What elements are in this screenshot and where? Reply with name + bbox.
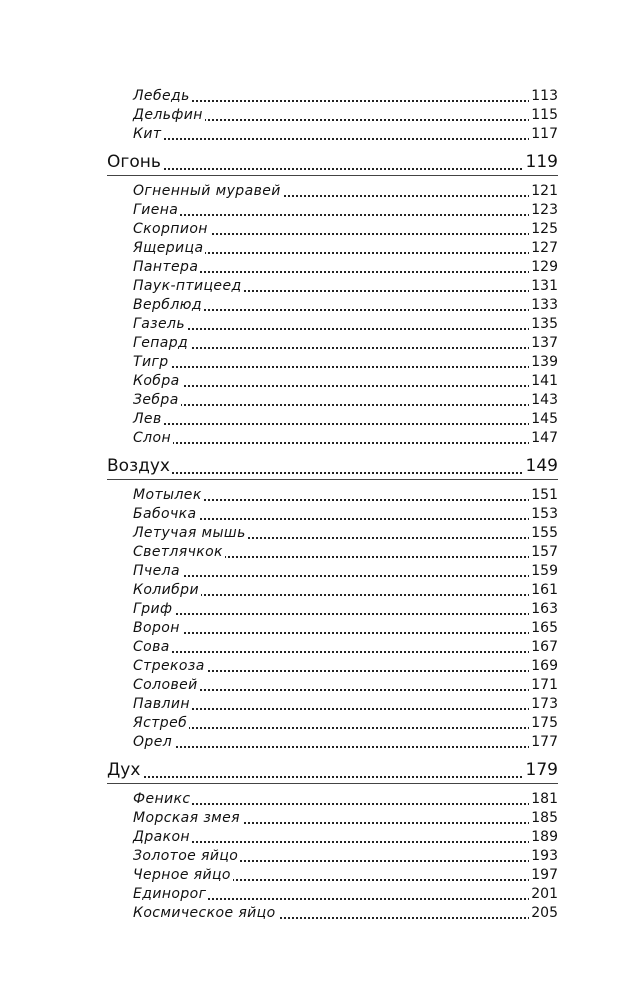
- toc-entry: [0, 903, 626, 923]
- toc-entry: [0, 504, 626, 524]
- section-divider: [107, 175, 558, 176]
- page-number: 169: [531, 658, 558, 674]
- page-number: 197: [531, 867, 558, 883]
- toc-entry: [0, 181, 626, 201]
- entry-title: Гиена: [133, 202, 179, 218]
- page-number: 175: [531, 715, 558, 731]
- entry-title: Лев: [133, 411, 162, 427]
- page-number: 163: [531, 601, 558, 617]
- page-number: 121: [531, 183, 558, 199]
- toc-entry: [0, 200, 626, 220]
- page-number: 113: [531, 88, 558, 104]
- dot-leader: [133, 347, 546, 349]
- entry-title: Пчела: [133, 563, 180, 579]
- page-number: 205: [531, 905, 558, 921]
- dot-leader: [107, 168, 546, 170]
- dot-leader: [133, 613, 546, 615]
- toc-entry: [0, 257, 626, 277]
- toc-entry: [0, 333, 626, 353]
- toc-entry: [0, 865, 626, 885]
- dot-leader: [133, 803, 546, 805]
- page-number: 115: [531, 107, 558, 123]
- entry-title: Летучая мышь: [133, 525, 246, 541]
- entry-title: Зебра: [133, 392, 179, 408]
- entry-title: Огненный муравей: [133, 183, 281, 199]
- section-title: Дух: [107, 760, 141, 780]
- entry-title: Золотое яйцо: [133, 848, 239, 864]
- dot-leader: [133, 214, 546, 216]
- page-number: 123: [531, 202, 558, 218]
- page-number: 185: [531, 810, 558, 826]
- toc-entry: [0, 314, 626, 334]
- toc-entry: [0, 656, 626, 676]
- dot-leader: [133, 404, 546, 406]
- page-number: 179: [525, 760, 558, 780]
- dot-leader: [133, 138, 546, 140]
- dot-leader: [133, 708, 546, 710]
- toc-entry: [0, 86, 626, 106]
- toc-entry: [0, 580, 626, 600]
- entry-title: Верблюд: [133, 297, 202, 313]
- entry-title: Кобра: [133, 373, 180, 389]
- entry-title: Ястреб: [133, 715, 188, 731]
- page-number: 131: [531, 278, 558, 294]
- toc-entry: [0, 542, 626, 562]
- toc-entry: [0, 827, 626, 847]
- page-number: 181: [531, 791, 558, 807]
- dot-leader: [133, 442, 546, 444]
- page-number: 137: [531, 335, 558, 351]
- page-number: 127: [531, 240, 558, 256]
- section-divider: [107, 783, 558, 784]
- page-number: 117: [531, 126, 558, 142]
- dot-leader: [133, 632, 546, 634]
- page-number: 129: [531, 259, 558, 275]
- toc-section: [0, 456, 626, 476]
- entry-title: Дракон: [133, 829, 190, 845]
- toc-entry: [0, 637, 626, 657]
- page-number: 145: [531, 411, 558, 427]
- page-number: 157: [531, 544, 558, 560]
- toc-entry: [0, 561, 626, 581]
- entry-title: Светлячкок: [133, 544, 223, 560]
- page-number: 155: [531, 525, 558, 541]
- entry-title: Гепард: [133, 335, 189, 351]
- entry-title: Газель: [133, 316, 186, 332]
- page-number: 119: [525, 152, 558, 172]
- page-number: 165: [531, 620, 558, 636]
- dot-leader: [133, 727, 546, 729]
- toc-entry: [0, 846, 626, 866]
- toc-entry: [0, 219, 626, 239]
- page-number: 143: [531, 392, 558, 408]
- toc-entry: [0, 675, 626, 695]
- entry-title: Космическое яйцо: [133, 905, 276, 921]
- dot-leader: [107, 472, 546, 474]
- toc-entry: [0, 599, 626, 619]
- page-number: 161: [531, 582, 558, 598]
- section-title: Воздух: [107, 456, 170, 476]
- page-number: 189: [531, 829, 558, 845]
- entry-title: Слон: [133, 430, 172, 446]
- entry-title: Соловей: [133, 677, 198, 693]
- toc-entry: [0, 713, 626, 733]
- toc-section: [0, 760, 626, 780]
- toc-entry: [0, 428, 626, 448]
- toc-entry: [0, 618, 626, 638]
- toc-entry: [0, 238, 626, 258]
- dot-leader: [133, 651, 546, 653]
- section-title: Огонь: [107, 152, 161, 172]
- toc-entry: [0, 485, 626, 505]
- entry-title: Ящерица: [133, 240, 204, 256]
- dot-leader: [133, 366, 546, 368]
- dot-leader: [133, 328, 546, 330]
- page-number: 173: [531, 696, 558, 712]
- entry-title: Орел: [133, 734, 173, 750]
- page-number: 177: [531, 734, 558, 750]
- page-number: 159: [531, 563, 558, 579]
- page-number: 153: [531, 506, 558, 522]
- dot-leader: [133, 575, 546, 577]
- entry-title: Дельфин: [133, 107, 203, 123]
- toc-entry: [0, 124, 626, 144]
- toc-section: [0, 152, 626, 172]
- section-divider: [107, 479, 558, 480]
- page-number: 167: [531, 639, 558, 655]
- entry-title: Черное яйцо: [133, 867, 231, 883]
- toc-entry: [0, 789, 626, 809]
- toc-entry: [0, 409, 626, 429]
- entry-title: Единорог: [133, 886, 207, 902]
- toc-entry: [0, 523, 626, 543]
- toc-entry: [0, 884, 626, 904]
- toc-entry: [0, 732, 626, 752]
- toc-entry: [0, 276, 626, 296]
- toc-entry: [0, 694, 626, 714]
- entry-title: Сова: [133, 639, 170, 655]
- toc-entry: [0, 808, 626, 828]
- page-number: 149: [525, 456, 558, 476]
- entry-title: Пантера: [133, 259, 199, 275]
- entry-title: Ворон: [133, 620, 180, 636]
- dot-leader: [133, 100, 546, 102]
- dot-leader: [133, 423, 546, 425]
- dot-leader: [133, 746, 546, 748]
- page-number: 151: [531, 487, 558, 503]
- toc-entry: [0, 105, 626, 125]
- toc-entry: [0, 371, 626, 391]
- entry-title: Кит: [133, 126, 162, 142]
- entry-title: Скорпион: [133, 221, 208, 237]
- page-number: 141: [531, 373, 558, 389]
- entry-title: Бабочка: [133, 506, 197, 522]
- dot-leader: [133, 385, 546, 387]
- entry-title: Колибри: [133, 582, 199, 598]
- entry-title: Феникс: [133, 791, 191, 807]
- entry-title: Лебедь: [133, 88, 190, 104]
- page-number: 147: [531, 430, 558, 446]
- page-number: 201: [531, 886, 558, 902]
- toc-entry: [0, 295, 626, 315]
- entry-title: Паук-птицеед: [133, 278, 242, 294]
- page-number: 125: [531, 221, 558, 237]
- toc-entry: [0, 390, 626, 410]
- entry-title: Тигр: [133, 354, 169, 370]
- dot-leader: [107, 776, 546, 778]
- page-number: 139: [531, 354, 558, 370]
- entry-title: Павлин: [133, 696, 190, 712]
- dot-leader: [133, 841, 546, 843]
- entry-title: Мотылек: [133, 487, 202, 503]
- entry-title: Морская змея: [133, 810, 240, 826]
- page-number: 171: [531, 677, 558, 693]
- page-number: 135: [531, 316, 558, 332]
- page-number: 193: [531, 848, 558, 864]
- page-number: 133: [531, 297, 558, 313]
- entry-title: Стрекоза: [133, 658, 205, 674]
- toc-entry: [0, 352, 626, 372]
- entry-title: Гриф: [133, 601, 173, 617]
